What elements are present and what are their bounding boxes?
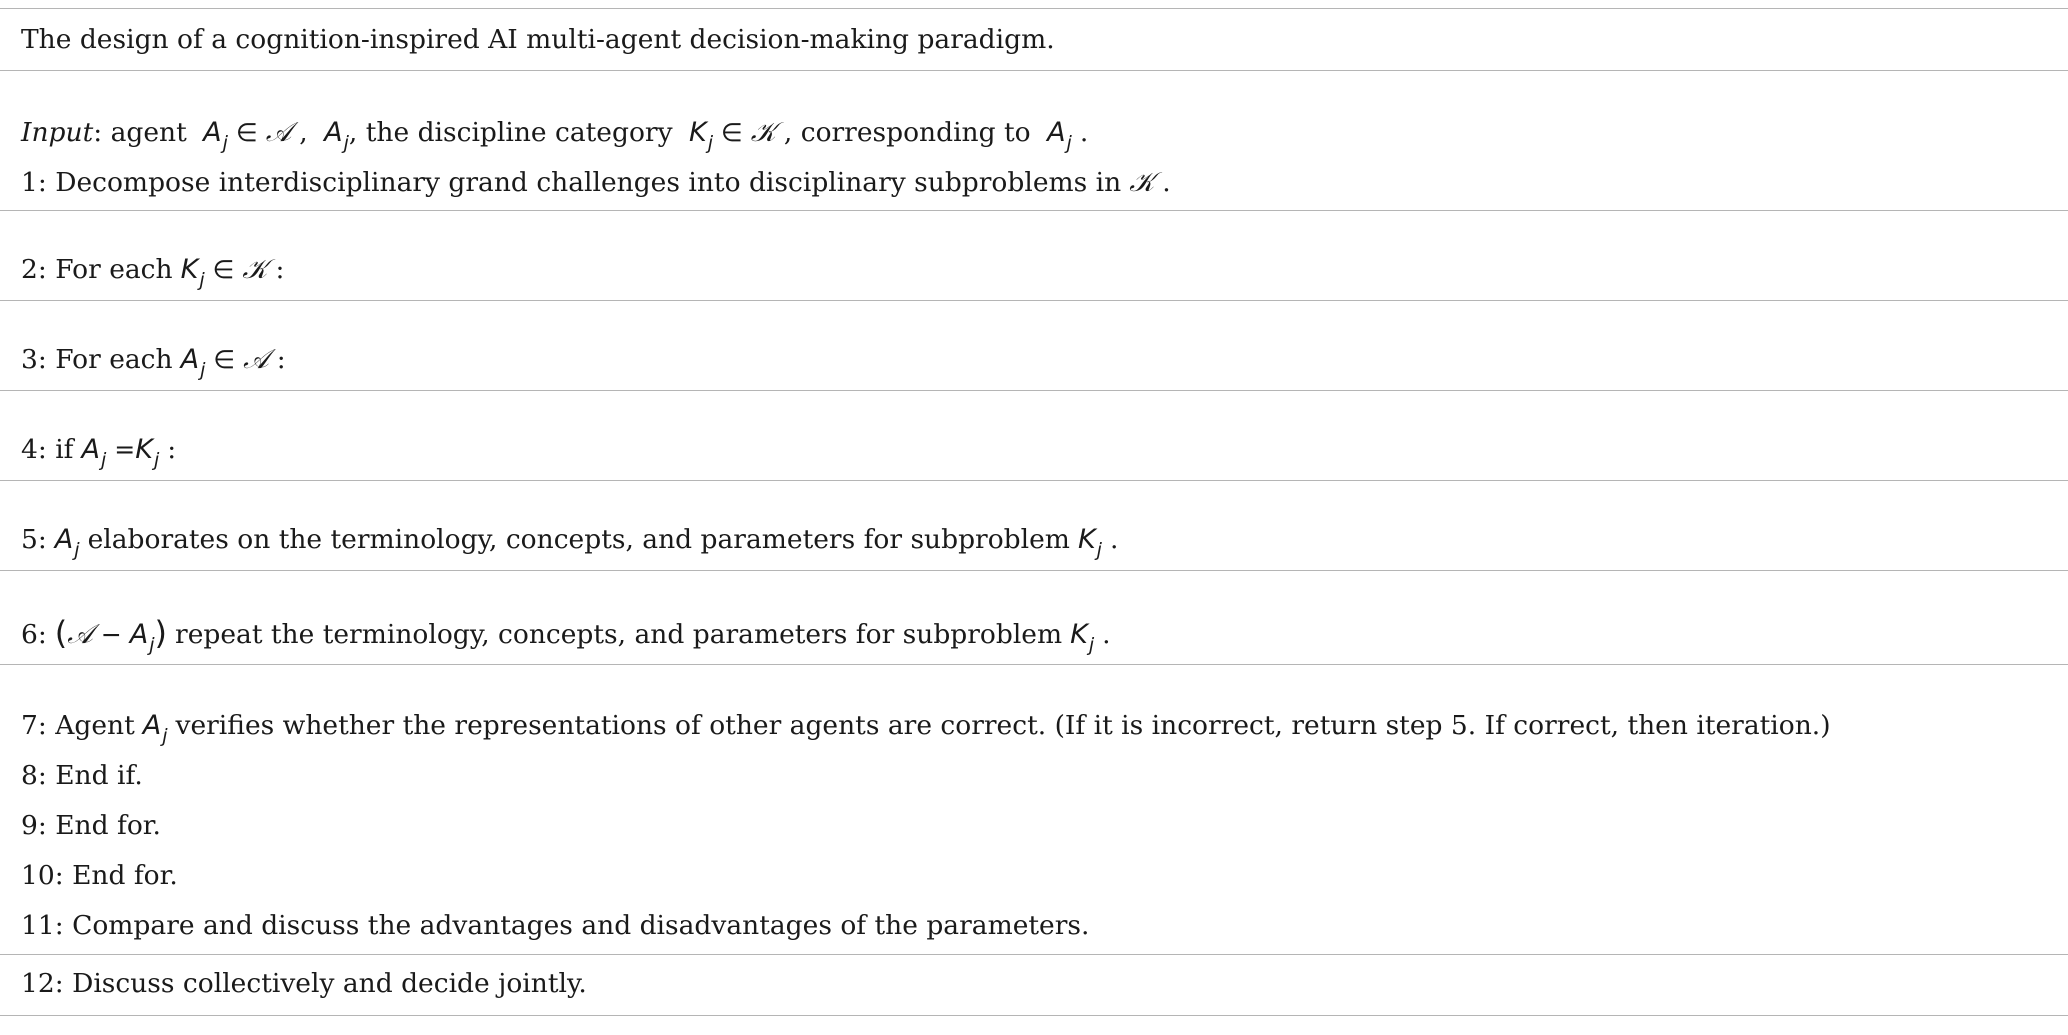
step-12-row [0,955,2068,1016]
step-7: 7: Agent $A_j$ verifies whether the representations of other agents are correct. (If it is incorrect, return step 5. If correct, then iteration.) [21,710,1831,747]
step-4: 4: if $A_j =K_j$ : [21,434,177,471]
step-5: 5: $A_j$ elaborates on the terminology, concepts, and parameters for subproblem $K_j$ . [21,524,1119,561]
step-1: 1: Decompose interdisciplinary grand challenges into disciplinary subproblems in 𝒦 . [21,167,1171,198]
step-5-row [0,481,2068,571]
step-9: 9: End for. [21,810,161,841]
steps-7-11-row [0,665,2068,955]
step-8: 8: End if. [21,760,143,791]
step-2-row [0,211,2068,301]
math-agent-a: $A_j$ [203,117,228,154]
step-2: 2: For each $K_j$ ∈ 𝒦 : [21,254,285,291]
math-agent-a-2: $A_j$ [324,117,349,154]
math-agent-a-3: $A_j$ [1047,117,1072,154]
input-line: Input: agent $A_j$ ∈ 𝒜 , $A_j$, the discipline category $K_j$ ∈ 𝒦 , corresponding to $A_j$ . [21,117,1089,154]
table-title-row [0,9,2068,71]
step-3-row [0,301,2068,391]
step-11: 11: Compare and discuss the advantages and disadvantages of the parameters. [21,910,1090,941]
input-row [0,71,2068,211]
step-12: 12: Discuss collectively and decide jointly. [21,968,587,999]
step-3: 3: For each $A_j$ ∈ 𝒜 : [21,344,286,381]
step-4-row [0,391,2068,481]
step-6-row [0,571,2068,665]
math-category-k: $K_j$ [689,117,713,154]
step-6: 6: (𝒜 − $A_j$) repeat the terminology, concepts, and parameters for subproblem $K_j$ . [21,614,1111,656]
step-10: 10: End for. [21,860,178,891]
table-title: The design of a cognition-inspired AI multi-agent decision-making paradigm. [21,24,1055,55]
algorithm-table [0,8,2068,1016]
input-label: Input [21,117,94,148]
